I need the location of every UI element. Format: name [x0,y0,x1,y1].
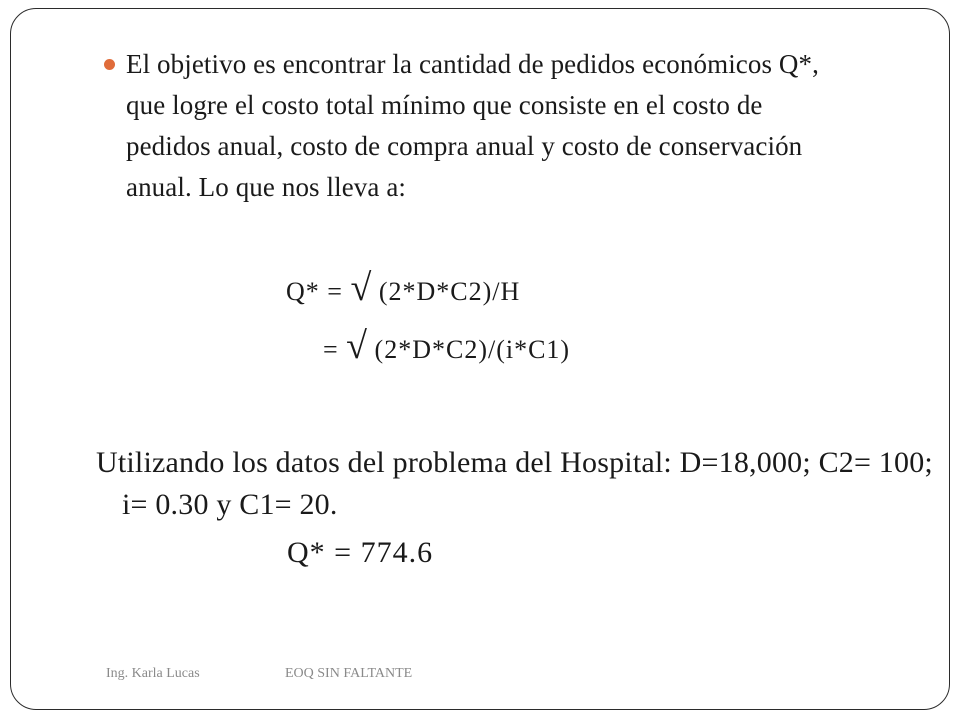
formula-expr: (2*D*C [371,277,469,306]
formula-lhs: Q* = [286,277,351,306]
problem-data-text: Utilizando los datos del problema del Hospital: D=18,000; C2= 100; i= 0.30 y C1= 20. [96,446,933,521]
bullet-item [104,44,834,208]
square-root-icon: √ [346,325,368,367]
formula-subscript: 2 [464,335,479,364]
formula-subscript-2: 1 [546,335,561,364]
footer-title: EOQ SIN FALTANTE [285,666,413,681]
formula-mid: )/(i*C [478,335,547,364]
footer-author: Ing. Karla Lucas [106,666,200,681]
formula-tail: ) [560,335,571,364]
formula-subscript: 2 [468,277,483,306]
formula-eoq-h [286,266,520,310]
formula-lhs: = [323,335,347,364]
result-value: Q* = 774.6 [287,536,434,569]
formula-expr: (2*D*C [367,335,465,364]
bullet-text: El objetivo es encontrar la cantidad de pedidos económicos Q*, que logre el costo total mínimo que consiste en el costo de pedidos anual, costo de compra anual y costo de conservación anual. Lo que nos lleva a: [126,49,819,202]
formula-eoq-ic [323,324,570,368]
bullet-dot-icon [104,59,115,70]
formula-tail: )/H [482,277,521,306]
square-root-icon: √ [350,267,372,309]
